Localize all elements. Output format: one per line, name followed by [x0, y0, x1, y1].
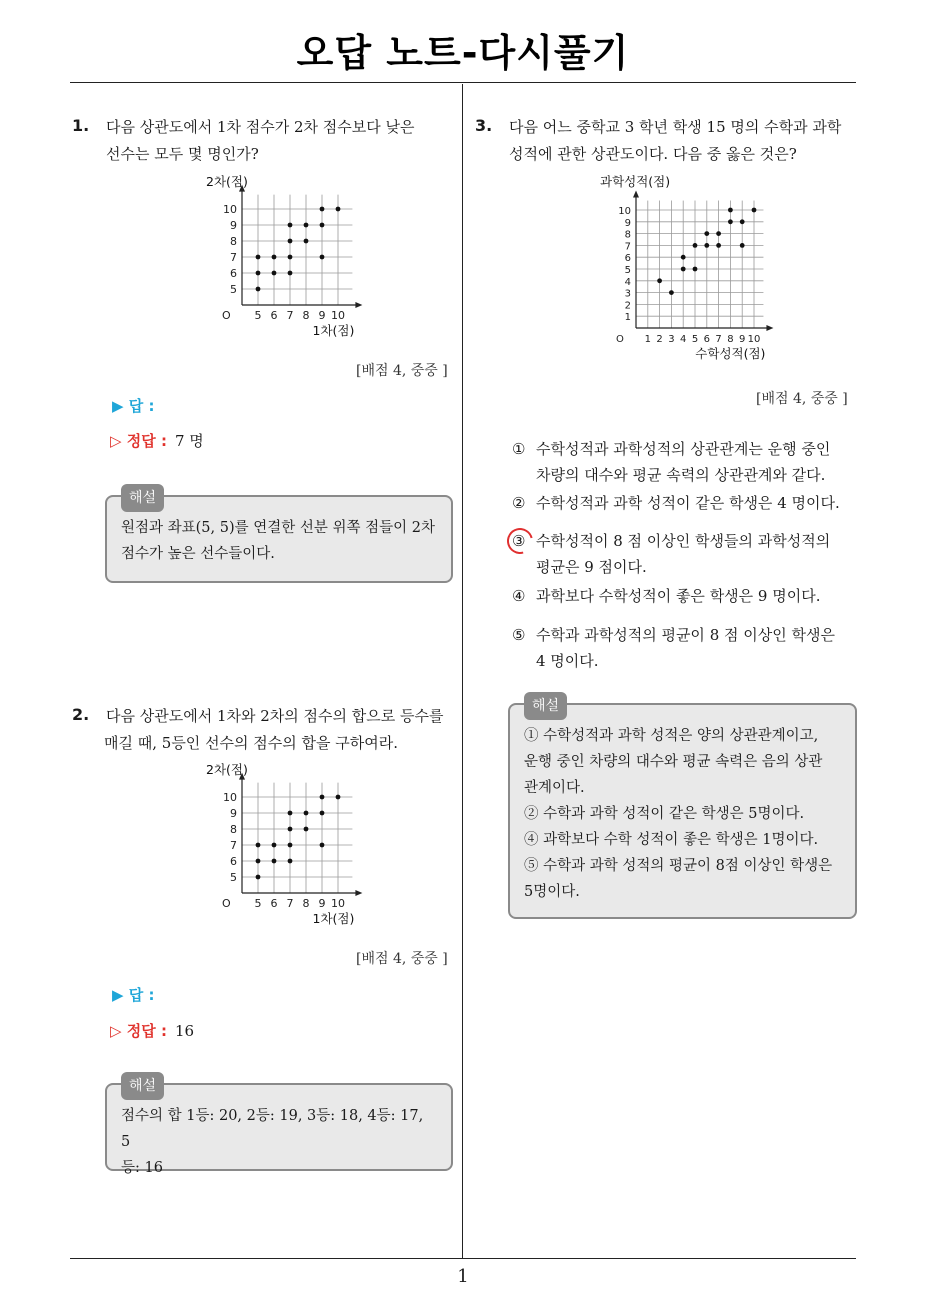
scatter-chart-1	[190, 172, 370, 338]
question-1-correct-row	[110, 430, 204, 451]
y-tick-label: 10	[618, 206, 631, 217]
data-point	[704, 231, 709, 236]
question-3-score: [배점 4, 중중 ]	[756, 391, 848, 407]
option-5-line: 4 명이다.	[536, 652, 599, 670]
y-tick-label: 10	[223, 791, 237, 804]
x-tick-label: 9	[739, 334, 746, 345]
data-point	[669, 290, 674, 295]
question-2-text	[106, 703, 456, 757]
data-point	[752, 208, 757, 213]
data-point	[288, 859, 293, 864]
data-point	[288, 811, 293, 816]
x-tick-label: 4	[680, 334, 687, 345]
question-3-text	[509, 114, 854, 168]
data-point	[681, 255, 686, 260]
explanation-line: ① 수학성적과 과학 성적은 양의 상관관계이고,	[524, 728, 819, 744]
explanation-line: 운행 중인 차량의 대수와 평균 속력은 음의 상관	[524, 754, 823, 770]
data-point	[716, 231, 721, 236]
data-point	[320, 255, 325, 260]
scatter-chart-2	[190, 760, 370, 926]
question-2-number: 2.	[72, 705, 90, 724]
x-axis-arrow	[355, 302, 362, 308]
data-point	[320, 811, 325, 816]
origin-label: O	[222, 309, 231, 322]
data-point	[740, 219, 745, 224]
y-axis-label: 과학성적(점)	[600, 174, 671, 189]
x-tick-label: 3	[668, 334, 675, 345]
option-2-mark: ②	[512, 494, 526, 512]
explanation-tag: 해설	[121, 1072, 164, 1100]
option-1-line: 차량의 대수와 평균 속력의 상관관계와 같다.	[536, 466, 826, 484]
question-2-explanation	[105, 1078, 453, 1176]
data-point	[288, 827, 293, 832]
x-tick-label: 5	[254, 309, 262, 322]
data-point	[272, 255, 277, 260]
data-point	[304, 811, 309, 816]
x-tick-label: 8	[727, 334, 734, 345]
data-point	[681, 267, 686, 272]
data-point	[288, 223, 293, 228]
data-point	[256, 859, 261, 864]
y-tick-label: 7	[230, 839, 237, 852]
x-tick-label: 6	[270, 897, 278, 910]
question-3-options	[512, 436, 852, 676]
option-5-line: 수학과 과학성적의 평균이 8 점 이상인 학생은	[536, 626, 835, 644]
data-point	[320, 207, 325, 212]
y-tick-label: 4	[624, 276, 631, 288]
question-2-line: 다음 상관도에서 1차와 2차의 점수의 합으로 등수를	[106, 707, 444, 725]
x-tick-label: 2	[656, 334, 663, 345]
x-tick-label: 6	[270, 309, 278, 322]
x-tick-label: 8	[302, 897, 310, 910]
x-axis-label: 1차(점)	[312, 323, 355, 338]
explanation-line: 5명이다.	[524, 884, 580, 900]
y-tick-label: 6	[230, 855, 237, 868]
data-point	[256, 271, 261, 276]
y-axis-label: 2차(점)	[206, 174, 248, 189]
question-2-line: 매길 때, 5등인 선수의 점수의 합을 구하여라.	[104, 734, 399, 752]
y-tick-label: 8	[230, 235, 237, 248]
data-point	[657, 278, 662, 283]
correct-answer-value: 7 명	[174, 432, 204, 450]
y-tick-label: 7	[624, 241, 631, 253]
explanation-line: ② 수학과 과학 성적이 같은 학생은 5명이다.	[524, 806, 805, 822]
data-point	[256, 875, 261, 880]
scatter-chart-3	[596, 172, 786, 364]
data-point	[320, 223, 325, 228]
explanation-line: 등: 16	[121, 1160, 163, 1176]
x-tick-label: 10	[331, 897, 345, 910]
data-point	[272, 859, 277, 864]
x-tick-label: 5	[691, 334, 699, 345]
data-point	[728, 208, 733, 213]
question-1-text	[106, 114, 456, 168]
y-tick-label: 9	[230, 807, 237, 820]
question-1-line: 선수는 모두 몇 명인가?	[106, 145, 259, 163]
x-tick-label: 10	[747, 334, 761, 345]
explanation-line: 점수의 합 1등: 20, 2등: 19, 3등: 18, 4등: 17, 5	[121, 1108, 424, 1150]
option-3-line: 평균은 9 점이다.	[536, 558, 647, 576]
y-tick-label: 8	[230, 823, 237, 836]
x-tick-label: 7	[715, 334, 722, 345]
y-tick-label: 5	[230, 283, 237, 296]
y-tick-label: 6	[230, 267, 237, 280]
explanation-line: 관계이다.	[524, 780, 585, 796]
y-tick-label: 9	[230, 219, 237, 232]
footer-rule	[70, 1258, 856, 1259]
explanation-tag: 해설	[121, 484, 164, 512]
x-tick-label: 10	[331, 309, 345, 322]
data-point	[288, 271, 293, 276]
y-tick-label: 3	[624, 288, 631, 300]
question-1-explanation	[105, 490, 453, 583]
question-1-score: [배점 4, 중중 ]	[356, 363, 448, 379]
data-point	[256, 287, 261, 292]
x-tick-label: 1	[644, 334, 651, 345]
y-tick-label: 5	[624, 265, 631, 276]
x-axis-label: 1차(점)	[312, 911, 355, 926]
option-1-mark: ①	[512, 440, 526, 458]
data-point	[272, 843, 277, 848]
data-point	[288, 843, 293, 848]
explanation-line: 원점과 좌표(5, 5)를 연결한 선분 위쪽 점들이 2차	[121, 520, 435, 536]
data-point	[320, 795, 325, 800]
option-3-line: 수학성적이 8 점 이상인 학생들의 과학성적의	[536, 532, 831, 550]
y-tick-label: 7	[230, 251, 237, 264]
data-point	[336, 795, 341, 800]
data-point	[693, 243, 698, 248]
option-4-mark: ④	[512, 587, 526, 605]
option-3-mark: ③	[512, 532, 526, 550]
data-point	[304, 239, 309, 244]
y-tick-label: 8	[624, 229, 631, 241]
correct-answer-value: 16	[174, 1022, 195, 1040]
option-5-mark: ⑤	[512, 626, 526, 644]
data-point	[320, 843, 325, 848]
x-axis-label: 수학성적(점)	[695, 346, 766, 361]
data-point	[716, 243, 721, 248]
question-3-line: 다음 어느 중학교 3 학년 학생 15 명의 수학과 과학	[509, 118, 842, 136]
data-point	[304, 223, 309, 228]
y-tick-label: 6	[624, 253, 631, 265]
data-point	[704, 243, 709, 248]
x-axis-arrow	[766, 325, 773, 331]
x-tick-label: 9	[318, 309, 326, 322]
y-tick-label: 9	[624, 217, 631, 229]
x-tick-label: 8	[302, 309, 310, 322]
question-3-explanation	[508, 698, 857, 919]
question-2-correct-row	[110, 1020, 194, 1041]
origin-label: O	[616, 334, 624, 345]
explanation-line: ④ 과학보다 수학 성적이 좋은 학생은 1명이다.	[524, 832, 819, 848]
page-title: 오답 노트-다시풀기	[296, 31, 630, 75]
correct-answer-label: ▷ 정답 :	[110, 1022, 167, 1040]
data-point	[272, 271, 277, 276]
question-1-answer-label: ▶ 답 :	[112, 397, 155, 415]
question-1-line: 다음 상관도에서 1차 점수가 2차 점수보다 낮은	[106, 118, 415, 136]
y-axis-label: 2차(점)	[206, 762, 248, 777]
page-number: 1	[457, 1266, 469, 1287]
y-tick-label: 10	[223, 203, 237, 216]
data-point	[693, 267, 698, 272]
y-tick-label: 1	[624, 312, 631, 324]
option-1-line: 수학성적과 과학성적의 상관관계는 운행 중인	[536, 440, 831, 458]
question-2-score: [배점 4, 중중 ]	[356, 951, 448, 967]
question-2-answer-label: ▶ 답 :	[112, 986, 155, 1004]
x-tick-label: 7	[286, 897, 294, 910]
data-point	[740, 243, 745, 248]
question-1-number: 1.	[72, 116, 90, 135]
x-axis-arrow	[355, 890, 362, 896]
data-point	[336, 207, 341, 212]
x-tick-label: 9	[318, 897, 326, 910]
y-tick-label: 5	[230, 871, 237, 884]
explanation-line: 점수가 높은 선수들이다.	[121, 546, 275, 562]
x-tick-label: 5	[254, 897, 262, 910]
data-point	[256, 255, 261, 260]
data-point	[288, 255, 293, 260]
question-3-number: 3.	[475, 116, 493, 135]
header-rule	[70, 82, 856, 83]
option-2-line: 수학성적과 과학 성적이 같은 학생은 4 명이다.	[536, 494, 840, 512]
option-4-line: 과학보다 수학성적이 좋은 학생은 9 명이다.	[536, 587, 821, 605]
data-point	[288, 239, 293, 244]
question-3-line: 성적에 관한 상관도이다. 다음 중 옳은 것은?	[509, 145, 797, 163]
explanation-tag: 해설	[524, 692, 567, 720]
origin-label: O	[222, 897, 231, 910]
y-tick-label: 2	[624, 300, 631, 312]
x-tick-label: 7	[286, 309, 294, 322]
explanation-line: ⑤ 수학과 과학 성적의 평균이 8점 이상인 학생은	[524, 858, 833, 874]
correct-answer-label: ▷ 정답 :	[110, 432, 167, 450]
data-point	[256, 843, 261, 848]
x-tick-label: 6	[703, 334, 710, 345]
column-divider	[462, 84, 463, 1258]
data-point	[304, 827, 309, 832]
data-point	[728, 219, 733, 224]
y-axis-arrow	[633, 191, 639, 198]
